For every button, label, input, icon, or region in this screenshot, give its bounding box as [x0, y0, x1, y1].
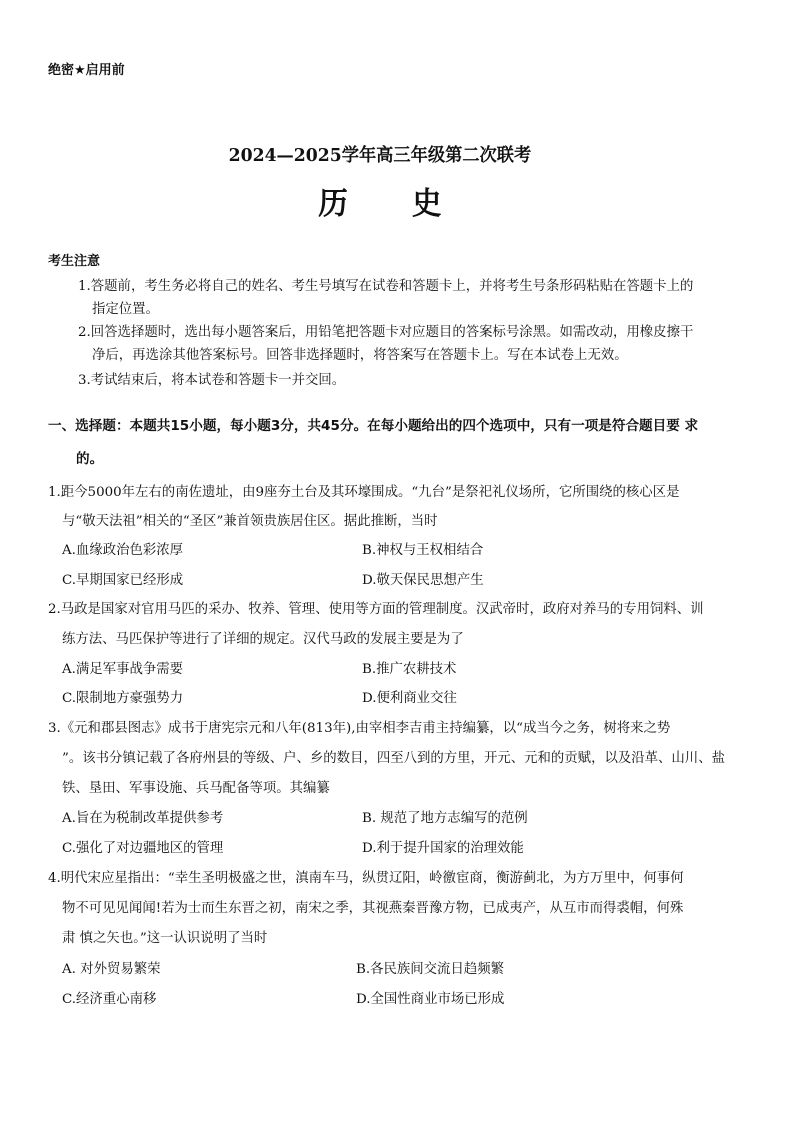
section-title-line-2: 的。	[76, 451, 104, 467]
notice-item-3: 3.考试结束后，将本试卷和答题卡一并交回。	[78, 373, 346, 388]
question-3-line-1: 3.《元和郡县图志》成书于唐宪宗元和八年(813年),由宰相李吉甫主持编纂，以“成当今之务，树将来之势	[48, 721, 671, 736]
question-3-option-d: D.利于提升国家的治理效能	[362, 841, 524, 856]
question-1-line-2: 与“敬天法祖”相关的“圣区”兼首领贵族居住区。据此推断，当时	[62, 514, 438, 529]
question-2-option-c: C.限制地方豪强势力	[62, 691, 184, 706]
question-3-line-3: 铁、垦田、军事设施、兵马配备等项。其编纂	[62, 781, 330, 796]
question-4-line-1: 4.明代宋应星指出：“幸生圣明极盛之世，滇南车马，纵贯辽阳，岭徼宦商，衡游蓟北，为方万里中，何事何	[48, 871, 684, 886]
question-1-line-1: 1.距今5000年左右的南佐遗址，由9座夯土台及其环壕围成。“九台”是祭祀礼仪场所，它所围绕的核心区是	[48, 485, 680, 500]
notice-heading: 考生注意	[48, 254, 101, 269]
question-3-option-b: B. 规范了地方志编写的范例	[362, 811, 528, 826]
notice-item-1-line-2: 指定位置。	[92, 302, 159, 317]
question-4-option-a: A. 对外贸易繁荣	[62, 962, 161, 977]
question-4-option-d: D.全国性商业市场已形成	[356, 992, 505, 1007]
question-4-option-c: C.经济重心南移	[62, 992, 157, 1007]
question-4-option-b: B.各民族间交流日趋频繁	[356, 962, 505, 977]
question-2-line-2: 练方法、马匹保护等进行了详细的规定。汉代马政的发展主要是为了	[62, 632, 464, 647]
exam-title: 2024—2025学年高三年级第二次联考	[228, 145, 532, 166]
question-1-option-d: D.敬天保民思想产生	[362, 573, 484, 588]
notice-item-1-line-1: 1.答题前，考生务必将自己的姓名、考生号填写在试卷和答题卡上，并将考生号条形码粘贴在答题卡上的	[78, 279, 694, 294]
subject-title: 历 史	[318, 186, 469, 222]
question-4-line-3: 肃 慎之矢也。”这一认识说明了当时	[62, 931, 268, 946]
question-3-option-c: C.强化了对边疆地区的管理	[62, 841, 224, 856]
section-title-line-1: 一、选择题：本题共15小题，每小题3分，共45分。在每小题给出的四个选项中，只有一项是符合题目要 求	[48, 418, 699, 434]
notice-item-2-line-2: 净后，再选涂其他答案标号。回答非选择题时，将答案写在答题卡上。写在本试卷上无效。	[92, 348, 628, 363]
question-2-line-1: 2.马政是国家对官用马匹的采办、牧养、管理、使用等方面的管理制度。汉武帝时，政府对养马的专用饲料、训	[48, 602, 704, 617]
question-2-option-a: A.满足军事战争需要	[62, 662, 184, 677]
question-1-option-b: B.神权与王权相结合	[362, 543, 484, 558]
question-3-option-a: A.旨在为税制改革提供参考	[62, 811, 224, 826]
notice-item-2-line-1: 2.回答选择题时，选出每小题答案后，用铅笔把答题卡对应题目的答案标号涂黑。如需改动，用橡皮擦干	[78, 325, 694, 340]
question-1-option-c: C.早期国家已经形成	[62, 573, 184, 588]
question-2-option-d: D.便利商业交往	[362, 691, 457, 706]
confidential-mark: 绝密★启用前	[48, 63, 125, 78]
question-1-option-a: A.血缘政治色彩浓厚	[62, 543, 184, 558]
question-4-line-2: 物不可见见闻闻!若为士而生东晋之初，南宋之季，其视燕秦晋豫方物，已成夷产，从互市而得裘帽，何殊	[62, 901, 684, 916]
question-3-line-2: ”。该书分镇记载了各府州县的等级、户、乡的数目，四至八到的方里，开元、元和的贡赋，以及沿革、山川、盐	[62, 751, 725, 766]
question-2-option-b: B.推广农耕技术	[362, 662, 457, 677]
